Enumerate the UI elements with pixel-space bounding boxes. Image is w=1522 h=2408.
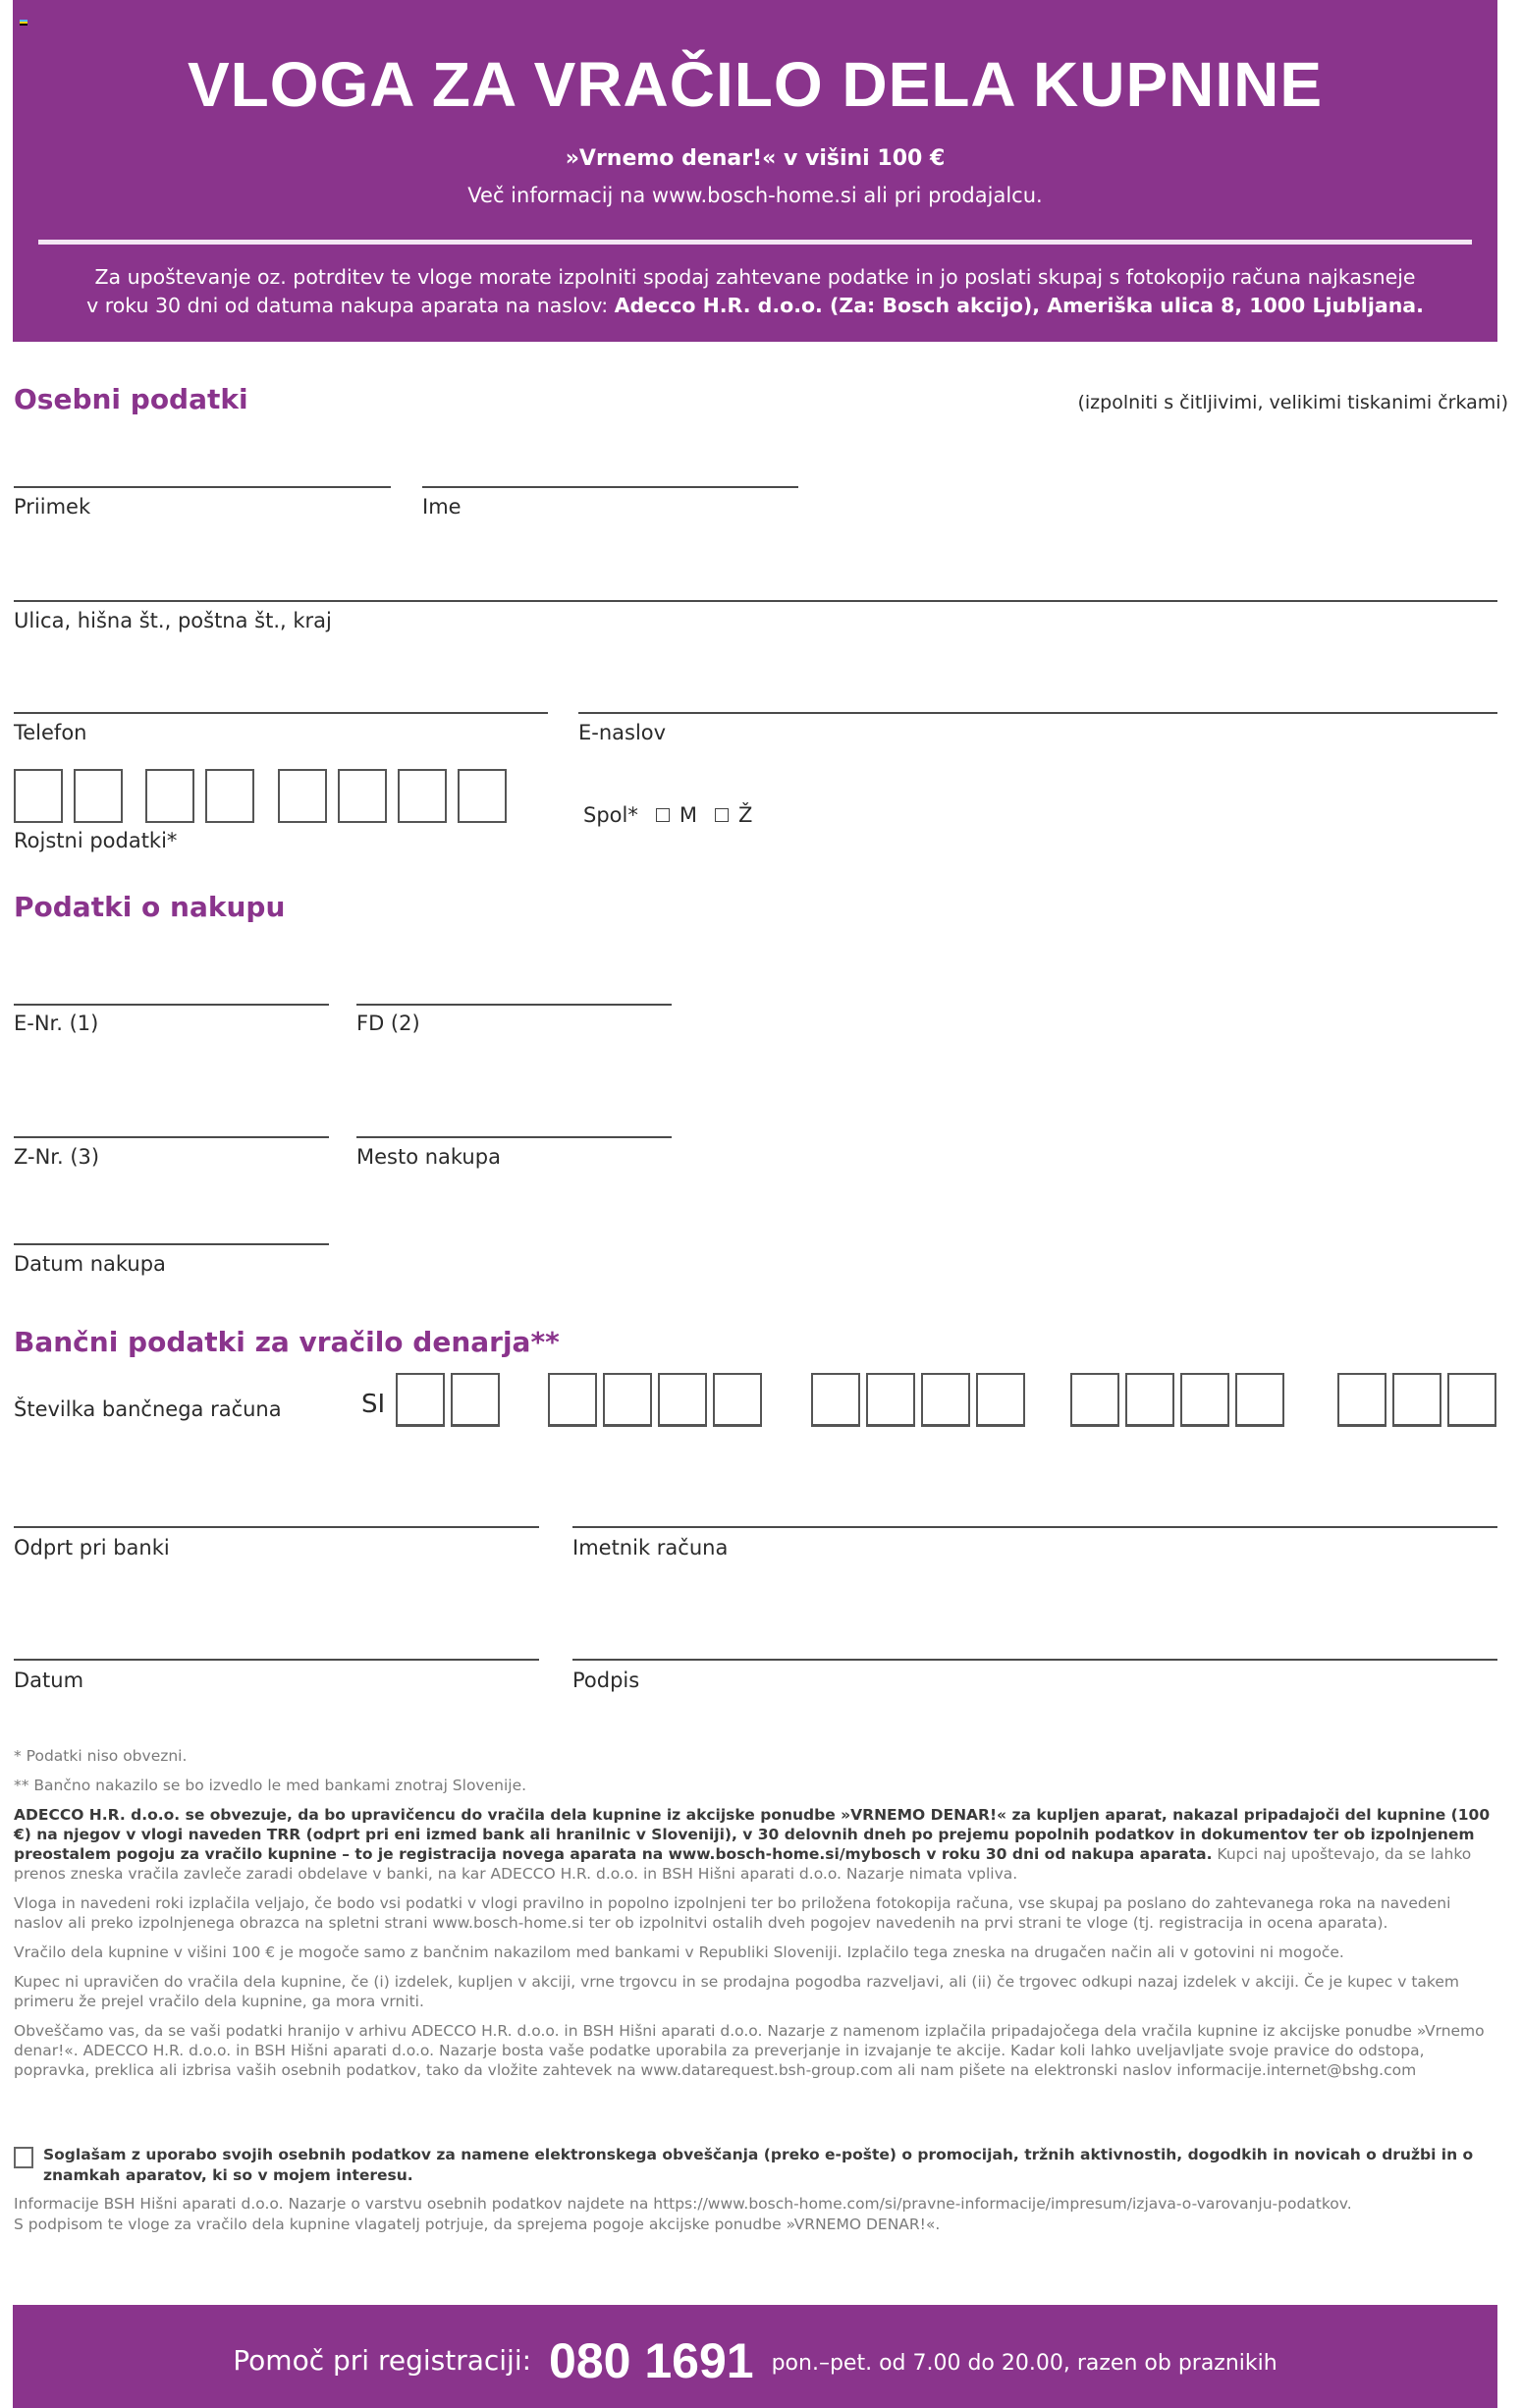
iban-digit-box[interactable] [1392, 1373, 1441, 1427]
birth-date-box[interactable] [14, 769, 63, 823]
iban-digit-box[interactable] [976, 1373, 1025, 1427]
print-instruction: (izpolniti s čitljivimi, velikimi tiskanimi črkami) [1077, 392, 1508, 413]
iban-digit-box[interactable] [921, 1373, 970, 1427]
place-of-purchase-field[interactable] [356, 1136, 672, 1138]
iban-digit-box[interactable] [866, 1373, 915, 1427]
iban-digit-box[interactable] [1180, 1373, 1229, 1427]
birth-date-box[interactable] [74, 769, 123, 823]
help-phone-number: 080 1691 [549, 2332, 754, 2388]
fd-field[interactable] [356, 1004, 672, 1006]
enr-label: E-Nr. (1) [14, 1012, 99, 1035]
terms-paragraph: Kupec ni upravičen do vračila dela kupnine, če (i) izdelek, kupljen v akciji, vrne trgovcu in se prodajna pogodba razveljavi, ali (ii) če trgovec odkupi nazaj izdelek v akciji. Če je kupec v takem primeru že prejel vračilo dela kupnine, ga mora vrniti. [14, 1973, 1459, 2010]
birth-date-box[interactable] [338, 769, 387, 823]
phone-label: Telefon [14, 721, 87, 744]
iban-digit-box[interactable] [1337, 1373, 1386, 1427]
consent-checkbox[interactable] [14, 2147, 33, 2168]
birth-date-box[interactable] [458, 769, 507, 823]
iban-digit-box[interactable] [1070, 1373, 1119, 1427]
iban-country-prefix: SI [361, 1390, 386, 1419]
submission-notice: Za upoštevanje oz. potrditev te vloge morate izpolniti spodaj zahtevane podatke in jo poslati skupaj s fotokopijo računa najkasneje v roku 30 dni od datuma nakupa aparata na naslov: Adecco H.R. d.o.o. (Za: Bosch akcijo), Ameriška ulica 8, 1000 Ljubljana. [86, 265, 1424, 317]
email-label: E-naslov [578, 721, 667, 744]
privacy-paragraph: Obveščamo vas, da se vaši podatki hranijo v arhivu ADECCO H.R. d.o.o. in BSH Hišni aparati d.o.o. Nazarje z namenom izplačila pripadajočega dela vračila kupnine iz akcijske ponudbe »Vrnemo denar!«. ADECCO H.R. d.o.o. in BSH Hišni aparati d.o.o. Nazarje bosta vaše podatke uporabila za preverjanje in izvajanje te akcije. Kadar koli lahko uveljavljate svoje pravice do odstopa, popravka, preklica ali izbrisa vaših osebnih podatkov, tako da vložite zahtevek na www.datarequest.bsh-group.com ali nam pišete na elektronski naslov informacije.internet@bshg.com [14, 2022, 1485, 2079]
help-label: Pomoč pri registraciji: [233, 2344, 532, 2377]
birth-date-box[interactable] [398, 769, 447, 823]
header-divider [38, 240, 1472, 245]
gender-female-label: Ž [737, 803, 753, 827]
purchase-date-field[interactable] [14, 1243, 329, 1245]
purchase-date-label: Datum nakupa [14, 1252, 166, 1276]
surname-label: Priimek [14, 495, 91, 519]
email-field[interactable] [578, 712, 1497, 714]
iban-digit-box[interactable] [1447, 1373, 1496, 1427]
iban-digit-box[interactable] [658, 1373, 707, 1427]
iban-digit-box[interactable] [451, 1373, 500, 1427]
cmyk-registration-icon [20, 20, 27, 27]
address-label: Ulica, hišna št., poštna št., kraj [14, 609, 332, 632]
gender-selector [583, 802, 752, 828]
mailing-address: Adecco H.R. d.o.o. (Za: Bosch akcijo), Ameriška ulica 8, 1000 Ljubljana. [614, 294, 1424, 317]
help-footer [13, 2305, 1497, 2408]
terms-paragraph: Vračilo dela kupnine v višini 100 € je mogoče samo z bančnim nakazilom med bankami v Republiki Sloveniji. Izplačilo tega zneska na drugačen način ali v gotovini ni mogoče. [14, 1943, 1344, 1961]
signature-label: Podpis [572, 1669, 640, 1692]
gender-male-label: M [679, 803, 697, 827]
date-label: Datum [14, 1669, 84, 1692]
page-title: VLOGA ZA VRAČILO DELA KUPNINE [187, 49, 1324, 120]
iban-digit-box[interactable] [1125, 1373, 1174, 1427]
footnote-optional: * Podatki niso obvezni. [14, 1747, 188, 1765]
iban-digit-box[interactable] [811, 1373, 860, 1427]
account-holder-field[interactable] [572, 1526, 1497, 1528]
account-holder-label: Imetnik računa [572, 1536, 729, 1560]
iban-digit-box[interactable] [396, 1373, 445, 1427]
consent-label: Soglašam z uporabo svojih osebnih podatkov za namene elektronskega obveščanja (preko e-pošte) o promocijah, tržnih aktivnostih, dogodkih in novicah o družbi in o znamkah aparatov, ki so v mojem interesu. [43, 2146, 1474, 2184]
legal-notice: Informacije BSH Hišni aparati d.o.o. Nazarje o varstvu osebnih podatkov najdete na https://www.bosch-home.com/si/pravne-informacije/impresum/izjava-o-varovanju-podatkov. S podpisom te vloge za vračilo dela kupnine vlagatelj potrjuje, da sprejema pogoje akcijske ponudbe »VRNEMO DENAR!«. [14, 2195, 1352, 2233]
signature-field[interactable] [572, 1659, 1497, 1661]
iban-digit-box[interactable] [548, 1373, 597, 1427]
section-heading-purchase: Podatki o nakupu [14, 891, 286, 923]
birth-date-box[interactable] [205, 769, 254, 823]
place-of-purchase-label: Mesto nakupa [356, 1145, 501, 1169]
bank-name-label: Odprt pri banki [14, 1536, 170, 1560]
znr-label: Z-Nr. (3) [14, 1145, 100, 1169]
terms-paragraph: Vloga in navedeni roki izplačila veljajo, če bodo vsi podatki v vlogi pravilno in popolno izpolnjeni ter bo priložena fotokopija računa, vse skupaj pa poslano do zahtevanega roka na navedeni naslov ali preko izpolnjenega obrazca na spletni strani www.bosch-home.si ter ob izpolnitvi ostalih dveh pogojev navedenih na prvi strani te vloge (tj. registracija in ocena aparata). [14, 1894, 1451, 1932]
birth-date-box[interactable] [145, 769, 194, 823]
promo-subtitle: »Vrnemo denar!« v višini 100 € [565, 146, 946, 171]
iban-digit-box[interactable] [1235, 1373, 1284, 1427]
name-field[interactable] [422, 486, 798, 488]
phone-field[interactable] [14, 712, 548, 714]
fd-label: FD (2) [356, 1012, 420, 1035]
address-field[interactable] [14, 600, 1497, 602]
bank-name-field[interactable] [14, 1526, 539, 1528]
footnotes [14, 1746, 1502, 2090]
date-field[interactable] [14, 1659, 539, 1661]
footnote-bank-transfer: ** Bančno nakazilo se bo izvedlo le med bankami znotraj Slovenije. [14, 1777, 527, 1794]
gender-female-checkbox[interactable] [715, 808, 729, 822]
marketing-consent [14, 2145, 1502, 2186]
surname-field[interactable] [14, 486, 391, 488]
name-label: Ime [422, 495, 462, 519]
info-line: Več informacij na www.bosch-home.si ali pri prodajalcu. [467, 184, 1043, 207]
header-banner [13, 0, 1497, 342]
znr-field[interactable] [14, 1136, 329, 1138]
enr-field[interactable] [14, 1004, 329, 1006]
gender-label: Spol* [583, 803, 638, 827]
section-heading-bank: Bančni podatki za vračilo denarja** [14, 1326, 560, 1358]
birth-date-label: Rojstni podatki* [14, 829, 178, 852]
iban-digit-box[interactable] [713, 1373, 762, 1427]
gender-male-checkbox[interactable] [656, 808, 670, 822]
iban-digit-box[interactable] [603, 1373, 652, 1427]
help-hours: pon.–pet. od 7.00 do 20.00, razen ob praznikih [771, 2351, 1277, 2376]
terms-paragraph: ADECCO H.R. d.o.o. se obvezuje, da bo upravičencu do vračila dela kupnine iz akcijske ponudbe »VRNEMO DENAR!« za kupljen aparat, nakazal pripadajoči del kupnine (100 €) na njegov v vlogi naveden TRR (odprt pri eni izmed bank ali hranilnic v Sloveniji), v 30 delovnih dneh po prejemu popolnih podatkov in dokumentov ter ob izpolnjenem preostalem pogoju za vračilo kupnine – to je registracija novega aparata na www.bosch-home.si/mybosch v roku 30 dni od nakupa aparata. Kupci naj upoštevajo, da se lahko prenos zneska vračila zavleče zaradi obdelave v banki, na kar ADECCO H.R. d.o.o. in BSH Hišni aparati d.o.o. Nazarje nimata vpliva. [14, 1806, 1491, 1883]
account-number-label: Številka bančnega računa [14, 1397, 282, 1421]
section-heading-personal: Osebni podatki [14, 383, 248, 415]
birth-date-box[interactable] [278, 769, 327, 823]
